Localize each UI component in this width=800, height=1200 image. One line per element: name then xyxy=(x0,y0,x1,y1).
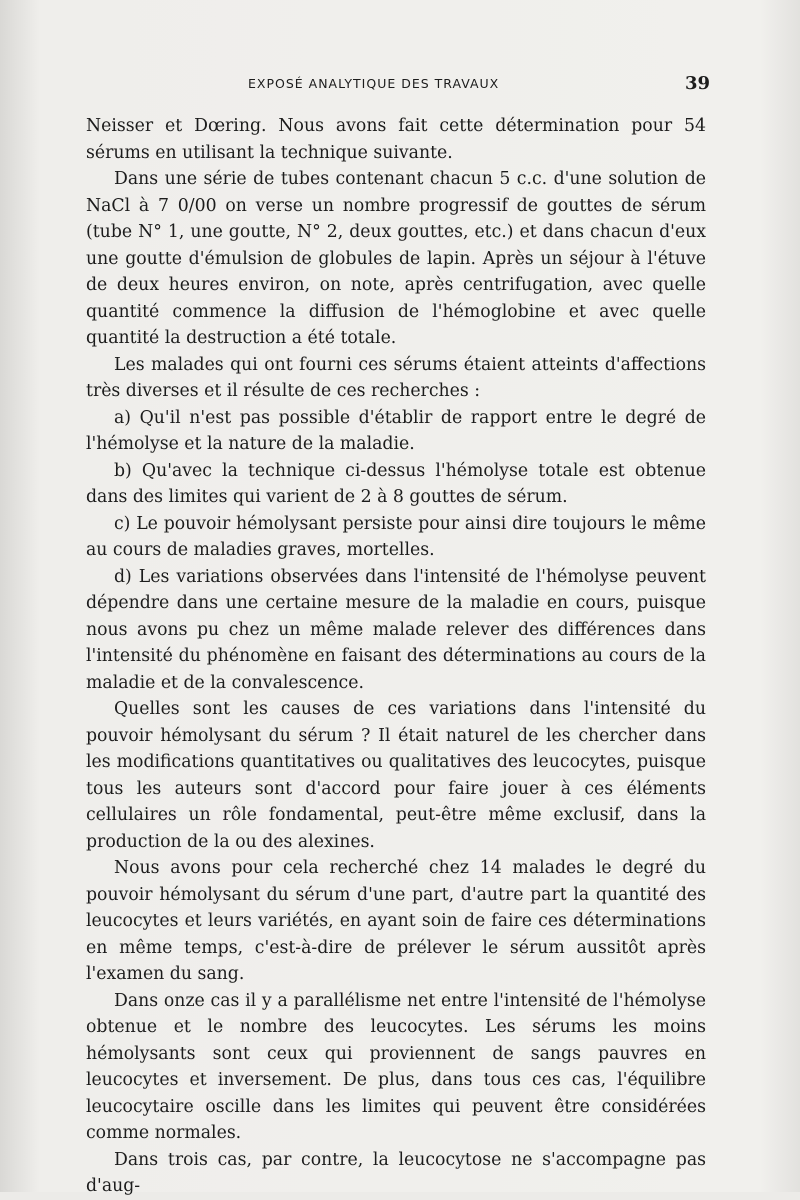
paragraph: Quelles sont les causes de ces variations dans l'intensité du pouvoir hémolysant du sérum ? Il était naturel de les chercher dans les modifications quantitatives ou qualitatives des leucocytes, puisque tous les auteurs sont d'accord pour faire jouer à ces éléments cellulaires un rôle fondamental, peut-être même exclusif, dans la production de la ou des alexines. xyxy=(86,699,706,852)
paragraph: Les malades qui ont fourni ces sérums étaient atteints d'affections très diverses et il résulte de ces recherches : xyxy=(86,354,706,401)
list-item-d: d) Les variations observées dans l'intensité de l'hémolyse peuvent dépendre dans une certaine mesure de la maladie en cours, puisque nous avons pu chez un même malade relever des différences dans l'intensité du phénomène en faisant des déterminations au cours de la maladie et de la convalescence. xyxy=(86,566,706,693)
list-item-c: c) Le pouvoir hémolysant persiste pour ainsi dire toujours le même au cours de maladies graves, mortelles. xyxy=(86,513,706,560)
paragraph: Nous avons pour cela recherché chez 14 malades le degré du pouvoir hémolysant du sérum d'une part, d'autre part la quantité des leucocytes et leurs variétés, en ayant soin de faire ces déterminations en même temps, c'est-à-dire de prélever le sérum aussitôt après l'examen du sang. xyxy=(86,858,706,984)
paragraph: Dans une série de tubes contenant chacun 5 c.c. d'une solution de NaCl à 7 0/00 on verse un nombre progressif de gouttes de sérum (tube N° 1, une goutte, N° 2, deux gouttes, etc.) et dans chacun d'eux une goutte d'émulsion de globules de lapin. Après un séjour à l'étuve de deux heures environ, on note, après centrifugation, avec quelle quantité commence la diffusion de l'hémoglobine et avec quelle quantité la destruction a été totale. xyxy=(86,169,706,348)
page-header xyxy=(90,73,710,98)
paragraph: Dans onze cas il y a parallélisme net entre l'intensité de l'hémolyse obtenue et le nombre des leucocytes. Les sérums les moins hémolysants sont ceux qui proviennent de sangs pauvres en leucocytes et inversement. De plus, dans tous ces cas, l'équilibre leucocytaire oscille dans les limites qui peuvent être considérées comme normales. xyxy=(86,990,706,1143)
paragraph: Neisser et Dœring. Nous avons fait cette détermination pour 54 sérums en utilisant la technique suivante. xyxy=(86,116,706,163)
running-title: EXPOSÉ ANALYTIQUE DES TRAVAUX xyxy=(248,76,500,91)
list-item-a: a) Qu'il n'est pas possible d'établir de rapport entre le degré de l'hémolyse et la nature de la maladie. xyxy=(86,407,706,454)
page-number: 39 xyxy=(684,73,710,94)
list-item-b: b) Qu'avec la technique ci-dessus l'hémolyse totale est obtenue dans des limites qui varient de 2 à 8 gouttes de sérum. xyxy=(86,460,706,507)
paragraph: Dans trois cas, par contre, la leucocytose ne s'accompagne pas d'aug- xyxy=(86,1149,706,1196)
body-text xyxy=(86,113,706,1200)
